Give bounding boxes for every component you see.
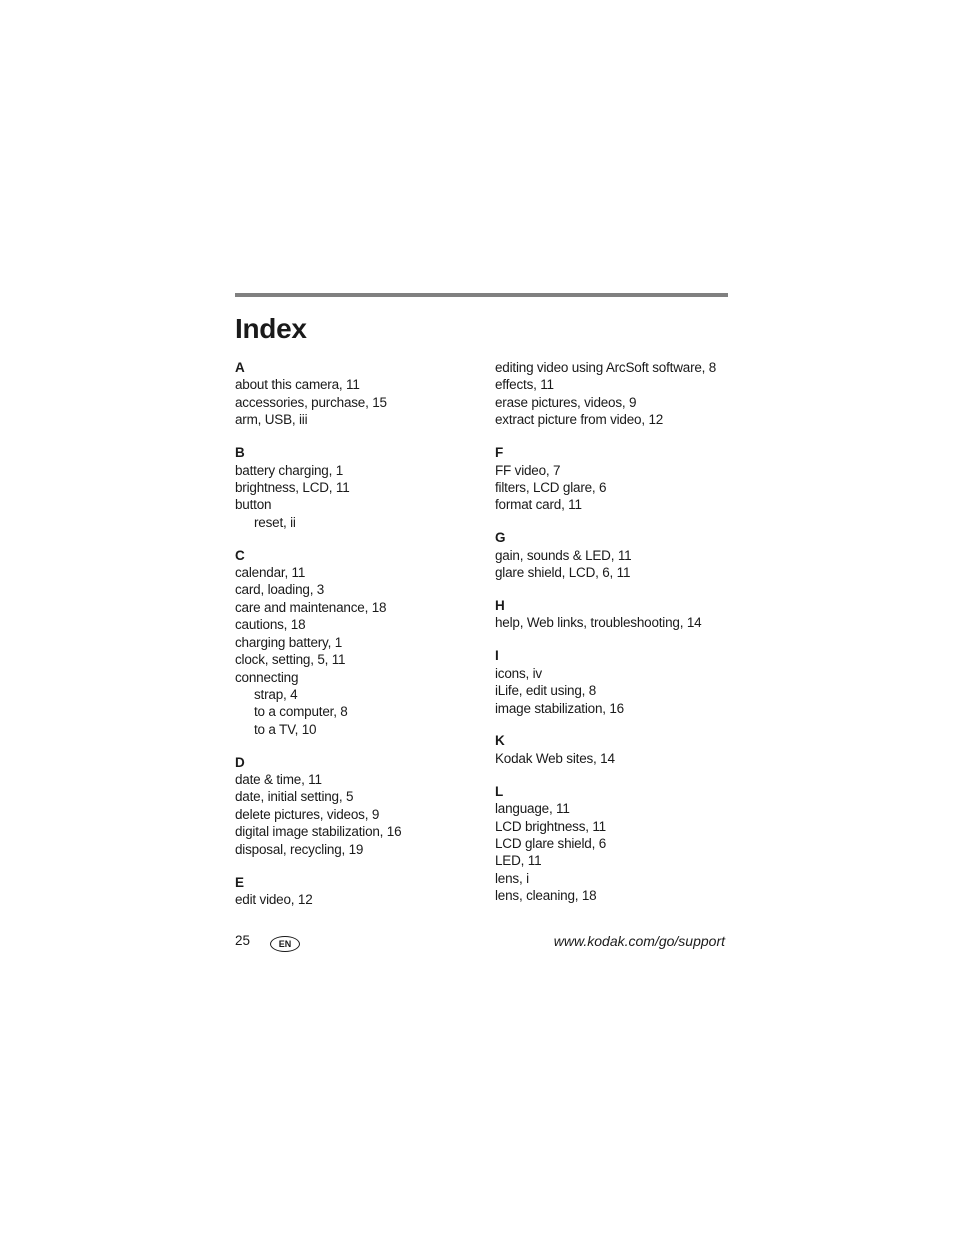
index-entry: date & time, 11 [235, 772, 322, 788]
section-letter: E [235, 874, 244, 890]
section-letter: H [495, 597, 505, 613]
section-letter: F [495, 445, 504, 461]
index-section [495, 597, 735, 632]
index-entry: lens, cleaning, 18 [495, 888, 597, 904]
index-section [495, 444, 735, 514]
index-entry: charging battery, 1 [235, 634, 343, 650]
index-section [495, 647, 735, 717]
index-subentry: to a TV, 10 [254, 721, 317, 737]
section-letter: G [495, 530, 506, 546]
index-entry: arm, USB, iii [235, 412, 308, 428]
index-entry: iLife, edit using, 8 [495, 683, 597, 699]
index-entry: lens, i [495, 870, 529, 886]
index-entry: extract picture from video, 12 [495, 412, 664, 428]
index-entry: help, Web links, troubleshooting, 14 [495, 615, 702, 631]
index-entry: clock, setting, 5, 11 [235, 652, 346, 668]
section-letter: D [235, 754, 245, 770]
index-entry: gain, sounds & LED, 11 [495, 547, 632, 563]
support-url: www.kodak.com/go/support [553, 933, 725, 949]
index-entry: glare shield, LCD, 6, 11 [495, 565, 631, 581]
index-section [495, 783, 735, 905]
section-letter: I [495, 648, 499, 664]
index-entry: LCD glare shield, 6 [495, 835, 607, 851]
language-badge: EN [270, 936, 300, 952]
header-rule [235, 293, 728, 297]
index-section [235, 547, 485, 738]
index-entry: filters, LCD glare, 6 [495, 479, 607, 495]
index-entry: effects, 11 [495, 377, 554, 393]
index-entry: icons, iv [495, 665, 542, 681]
index-entry: language, 11 [495, 801, 570, 817]
index-entry: delete pictures, videos, 9 [235, 806, 380, 822]
index-entry: accessories, purchase, 15 [235, 394, 387, 410]
index-entry: edit video, 12 [235, 891, 313, 907]
index-entry: image stabilization, 16 [495, 700, 624, 716]
index-entry: battery charging, 1 [235, 462, 344, 478]
index-subentry: to a computer, 8 [254, 704, 348, 720]
index-entry: about this camera, 11 [235, 377, 360, 393]
index-entry: format card, 11 [495, 497, 582, 513]
section-letter: A [235, 360, 245, 375]
index-entry: Kodak Web sites, 14 [495, 750, 615, 766]
index-section [495, 359, 735, 429]
index-section [235, 754, 485, 858]
index-entry: care and maintenance, 18 [235, 599, 387, 615]
page-title: Index [235, 313, 307, 344]
section-letter: C [235, 547, 245, 563]
index-section [235, 874, 485, 909]
index-entry: cautions, 18 [235, 617, 306, 633]
index-section [235, 359, 485, 429]
index-entry: calendar, 11 [235, 565, 306, 581]
index-entry: digital image stabilization, 16 [235, 824, 402, 840]
index-entry: disposal, recycling, 19 [235, 841, 364, 857]
index-section [495, 529, 735, 581]
section-letter: L [495, 783, 504, 799]
index-entry: date, initial setting, 5 [235, 789, 354, 805]
index-column-left [235, 359, 485, 924]
section-letter: K [495, 733, 505, 749]
page-number: 25 [235, 933, 251, 948]
index-entry: editing video using ArcSoft software, 8 [495, 360, 717, 375]
index-section [235, 444, 485, 531]
index-column-right [495, 359, 735, 920]
section-letter: B [235, 445, 245, 461]
index-entry: brightness, LCD, 11 [235, 479, 350, 495]
index-entry: button [235, 497, 272, 513]
index-subentry: strap, 4 [254, 686, 298, 702]
index-entry: connecting [235, 669, 299, 685]
index-entry: erase pictures, videos, 9 [495, 394, 637, 410]
index-entry: card, loading, 3 [235, 582, 325, 598]
index-subentry: reset, ii [254, 514, 296, 530]
index-entry: LCD brightness, 11 [495, 818, 606, 834]
index-section [495, 732, 735, 767]
index-entry: LED, 11 [495, 853, 542, 869]
index-entry: FF video, 7 [495, 462, 561, 478]
